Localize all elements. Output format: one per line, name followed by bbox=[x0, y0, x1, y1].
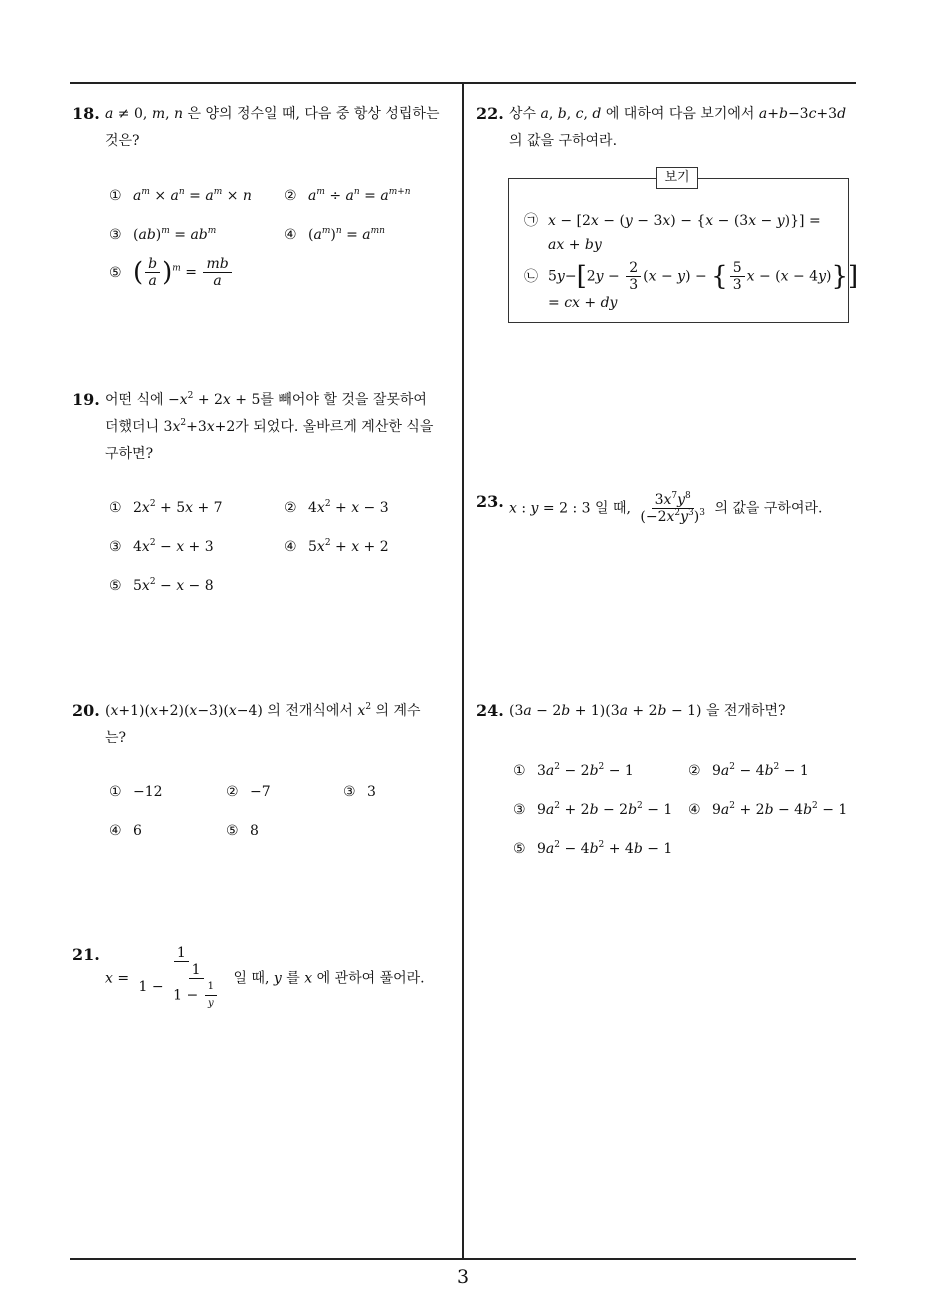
bogi-label: 보기 bbox=[656, 167, 698, 189]
bogi-item-1-cont: ax + by bbox=[548, 237, 602, 253]
problem-stem: x : y = 2 : 3 일 때, $\frac{3x^7y^8}{(-2x^2y^3)^3}$ 의 값을 구하여라. bbox=[509, 491, 823, 525]
choice-3[interactable]: ③ $(ab)^m = ab^m$ bbox=[109, 226, 217, 243]
bottom-rule bbox=[70, 1258, 856, 1260]
choice-4[interactable]: ④ 6 bbox=[109, 823, 142, 839]
column-divider bbox=[462, 82, 464, 1258]
problem-stem: (x+1)(x+2)(x−3)(x−4) 의 전개식에서 $x^2$ 의 계수 는? bbox=[105, 702, 421, 746]
choice-1[interactable]: ① $a^m \times a^n = a^m \times n$ bbox=[109, 187, 252, 204]
choice-3[interactable]: ③ $9a^2 + 2b - 2b^2 - 1$ bbox=[513, 801, 673, 818]
choice-4[interactable]: ④ $5x^2 + x + 2$ bbox=[284, 538, 389, 555]
problem-number: 24. bbox=[476, 701, 504, 720]
choice-5[interactable]: ⑤ ( $\frac{b}{a}$ )$^m$ = $\frac{mb}{a}$ bbox=[109, 256, 234, 289]
stem-text: 것은? bbox=[105, 133, 140, 149]
bogi-item-1: ㉠ x − [2x − (y − 3x) − {x − (3x − y)}] = bbox=[524, 213, 821, 229]
problem-number: 20. bbox=[72, 701, 100, 720]
choice-3[interactable]: ③ $4x^2 - x + 3$ bbox=[109, 538, 214, 555]
choice-5[interactable]: ⑤ $5x^2 - x - 8$ bbox=[109, 577, 214, 594]
problem-number: 21. bbox=[72, 945, 100, 964]
bogi-item-2: ㉡ 5y−[2y − $\frac{2}{3}$ (x − y) − { $\frac{5}{3}$ x − (x − 4y)}] bbox=[524, 260, 859, 293]
choice-5[interactable]: ⑤ $9a^2 - 4b^2 + 4b - 1$ bbox=[513, 840, 673, 857]
choice-4[interactable]: ④ $(a^m)^n = a^{mn}$ bbox=[284, 226, 385, 243]
problem-stem: a ≠ 0, m, n 은 양의 정수일 때, 다음 중 항상 성립하는 것은? bbox=[105, 106, 440, 149]
bogi-item-2-cont: = cx + dy bbox=[548, 295, 618, 311]
choice-1[interactable]: ① −12 bbox=[109, 784, 163, 800]
choice-2[interactable]: ② $9a^2 - 4b^2 - 1$ bbox=[688, 762, 809, 779]
problem-number: 19. bbox=[72, 390, 100, 409]
problem-number: 18. bbox=[72, 104, 100, 123]
problem-number: 23. bbox=[476, 492, 504, 511]
problem-stem: 상수 a, b, c, d 에 대하여 다음 보기에서 a+b−3c+3d 의 값을 구하여라. bbox=[509, 106, 847, 149]
problem-stem: x = 1 1 − 1 1 − $\frac{1}{y}$ 일 때, y 를 x 에 관하여 풀어라. bbox=[105, 945, 425, 1009]
choice-2[interactable]: ② $4x^2 + x - 3$ bbox=[284, 499, 389, 516]
page-number: 3 bbox=[456, 1266, 470, 1288]
problem-number: 22. bbox=[476, 104, 504, 123]
stem-text: 은 양의 정수일 때, 다음 중 항상 성립하는 bbox=[187, 106, 440, 122]
choice-5[interactable]: ⑤ 8 bbox=[226, 823, 259, 839]
problem-stem: 어떤 식에 $-x^2 + 2x + 5$를 빼어야 할 것을 잘못하여 더했더니 $3x^2+3x+2$가 되었다. 올바르게 계산한 식을 구하면? bbox=[105, 391, 434, 462]
choice-4[interactable]: ④ $9a^2 + 2b - 4b^2 - 1$ bbox=[688, 801, 848, 818]
choice-3[interactable]: ③ 3 bbox=[343, 784, 376, 800]
choice-2[interactable]: ② $a^m \div a^n = a^{m+n}$ bbox=[284, 187, 411, 204]
choice-2[interactable]: ② −7 bbox=[226, 784, 271, 800]
choice-1[interactable]: ① $2x^2 + 5x + 7$ bbox=[109, 499, 223, 516]
choice-1[interactable]: ① $3a^2 - 2b^2 - 1$ bbox=[513, 762, 634, 779]
problem-stem: (3a − 2b + 1)(3a + 2b − 1) 을 전개하면? bbox=[509, 703, 786, 719]
